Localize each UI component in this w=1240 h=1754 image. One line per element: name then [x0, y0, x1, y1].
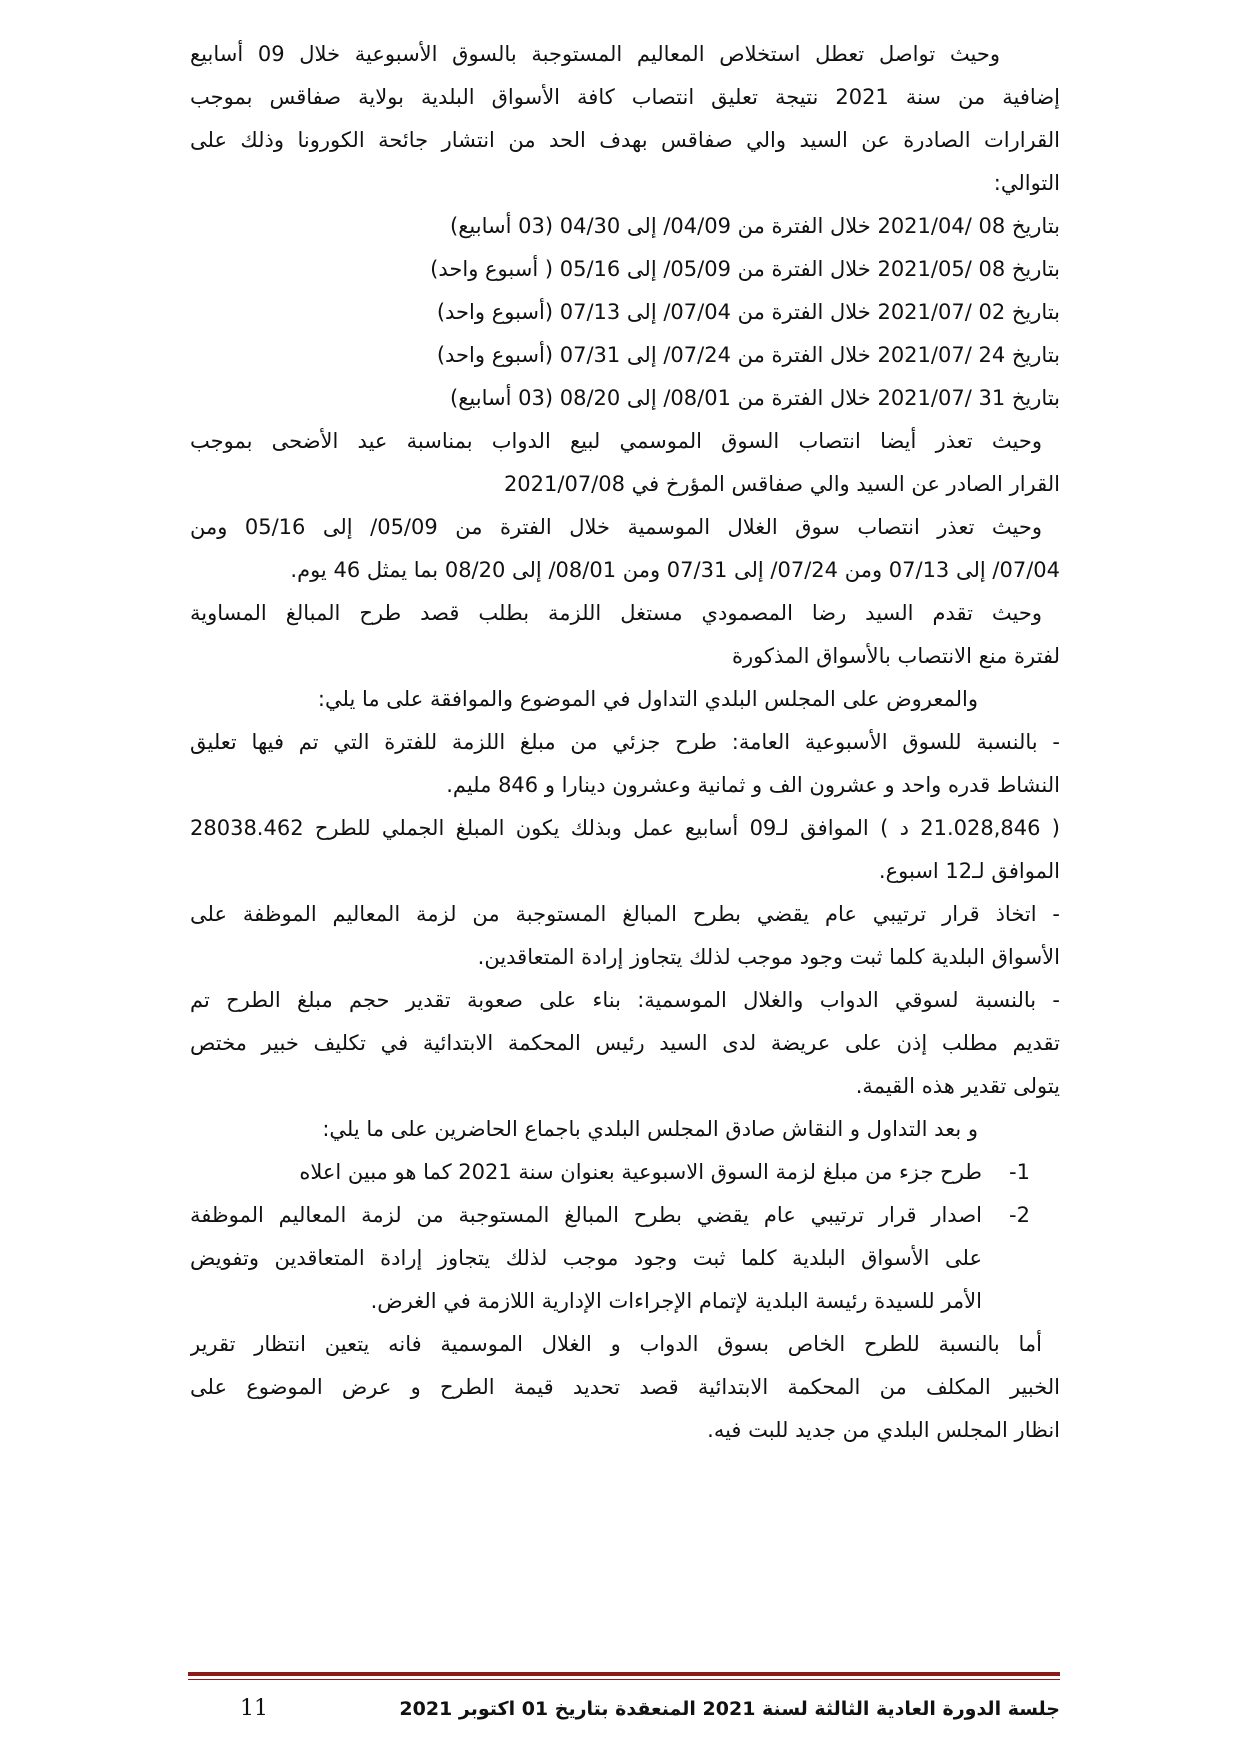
paragraph-line: الخبير المكلف من المحكمة الابتدائية قصد تحديد قيمة الطرح و عرض الموضوع على — [190, 1375, 1060, 1399]
paragraph-line: - بالنسبة لسوقي الدواب والغلال الموسمية: بناء على صعوبة تقدير حجم مبلغ الطرح تم — [190, 988, 1060, 1012]
list-text: اصدار قرار ترتيبي عام يقضي بطرح المبالغ المستوجبة من لزمة المعاليم الموظفة — [190, 1203, 982, 1227]
paragraph-line: و بعد التداول و النقاش صادق المجلس البلدي باجماع الحاضرين على ما يلي: — [322, 1117, 978, 1141]
paragraph-line: النشاط قدره واحد و عشرون الف و ثمانية وعشرون دينارا و 846 مليم. — [446, 773, 1060, 797]
paragraph-line: يتولى تقدير هذه القيمة. — [855, 1074, 1060, 1098]
paragraph-line: القرار الصادر عن السيد والي صفاقس المؤرخ في 2021/07/08 — [503, 472, 1060, 496]
list-text: طرح جزء من مبلغ لزمة السوق الاسبوعية بعنوان سنة 2021 كما هو مبين اعلاه — [299, 1160, 982, 1184]
paragraph-line: انظار المجلس البلدي من جديد للبت فيه. — [707, 1418, 1060, 1442]
document-body — [190, 30, 1060, 1690]
list-number: 1- — [1009, 1160, 1030, 1184]
date-entry: بتاريخ 31 /2021/07 خلال الفترة من 08/01/ إلى 08/20 (03 أسابيع) — [450, 386, 1060, 410]
paragraph-line: التوالي: — [993, 171, 1060, 195]
paragraph-line: وحيث تعذر أيضا انتصاب السوق الموسمي لبيع الدواب بمناسبة عيد الأضحى بموجب — [190, 429, 1042, 453]
paragraph-line: الموافق لـ12 اسبوع. — [878, 859, 1060, 883]
list-item — [190, 1148, 1060, 1196]
footer-rule-thin — [188, 1679, 1060, 1680]
paragraph-line: وحيث تواصل تعطل استخلاص المعاليم المستوجبة بالسوق الأسبوعية خلال 09 أسابيع — [190, 42, 1000, 66]
paragraph-line: القرارات الصادرة عن السيد والي صفاقس بهدف الحد من انتشار جائحة الكورونا وذلك على — [190, 128, 1060, 152]
paragraph-line: 07/04/ إلى 07/13 ومن 07/24/ إلى 07/31 ومن 08/01/ إلى 08/20 بما يمثل 46 يوم. — [290, 558, 1060, 582]
paragraph-line: والمعروض على المجلس البلدي التداول في الموضوع والموافقة على ما يلي: — [317, 687, 978, 711]
paragraph-line: الأسواق البلدية كلما ثبت وجود موجب لذلك يتجاوز إرادة المتعاقدين. — [477, 945, 1060, 969]
list-item-continuation — [190, 1234, 1060, 1282]
paragraph-line: إضافية من سنة 2021 نتيجة تعليق انتصاب كافة الأسواق البلدية بولاية صفاقس بموجب — [190, 85, 1060, 109]
paragraph-line: وحيث تعذر انتصاب سوق الغلال الموسمية خلال الفترة من 05/09/ إلى 05/16 ومن — [190, 515, 1042, 539]
date-entry: بتاريخ 08 /2021/05 خلال الفترة من 05/09/ إلى 05/16 ( أسبوع واحد) — [430, 257, 1060, 281]
list-item-continuation — [190, 1277, 1060, 1325]
list-text: على الأسواق البلدية كلما ثبت وجود موجب لذلك يتجاوز إرادة المتعاقدين وتفويض — [190, 1246, 982, 1270]
paragraph-line: - بالنسبة للسوق الأسبوعية العامة: طرح جزئي من مبلغ اللزمة للفترة التي تم فيها تعليق — [190, 730, 1060, 754]
list-text: الأمر للسيدة رئيسة البلدية لإتمام الإجراءات الإدارية اللازمة في الغرض. — [370, 1289, 982, 1313]
footer-rule-thick — [188, 1672, 1060, 1676]
footer-title: جلسة الدورة العادية الثالثة لسنة 2021 المنعقدة بتاريخ 01 اكتوبر 2021 — [399, 1698, 1060, 1720]
list-number: 2- — [1009, 1203, 1030, 1227]
paragraph-line: وحيث تقدم السيد رضا المصمودي مستغل اللزمة بطلب قصد طرح المبالغ المساوية — [190, 601, 1042, 625]
paragraph-line: أما بالنسبة للطرح الخاص بسوق الدواب و الغلال الموسمية فانه يتعين انتظار تقرير — [190, 1332, 1042, 1356]
page-number: 11 — [240, 1696, 268, 1721]
date-entry: بتاريخ 24 /2021/07 خلال الفترة من 07/24/ إلى 07/31 (أسبوع واحد) — [436, 343, 1060, 367]
paragraph-line: لفترة منع الانتصاب بالأسواق المذكورة — [732, 644, 1060, 668]
date-entry: بتاريخ 02 /2021/07 خلال الفترة من 07/04/ إلى 07/13 (أسبوع واحد) — [436, 300, 1060, 324]
paragraph-line: - اتخاذ قرار ترتيبي عام يقضي بطرح المبالغ المستوجبة من لزمة المعاليم الموظفة على — [190, 902, 1060, 926]
paragraph-line: ( 21.028,846 د ) الموافق لـ09 أسابيع عمل وبذلك يكون المبلغ الجملي للطرح 28038.462 — [190, 816, 1060, 840]
date-entry: بتاريخ 08 /2021/04 خلال الفترة من 04/09/ إلى 04/30 (03 أسابيع) — [450, 214, 1060, 238]
list-item — [190, 1191, 1060, 1239]
paragraph-line: تقديم مطلب إذن على عريضة لدى السيد رئيس المحكمة الابتدائية في تكليف خبير مختص — [190, 1031, 1060, 1055]
